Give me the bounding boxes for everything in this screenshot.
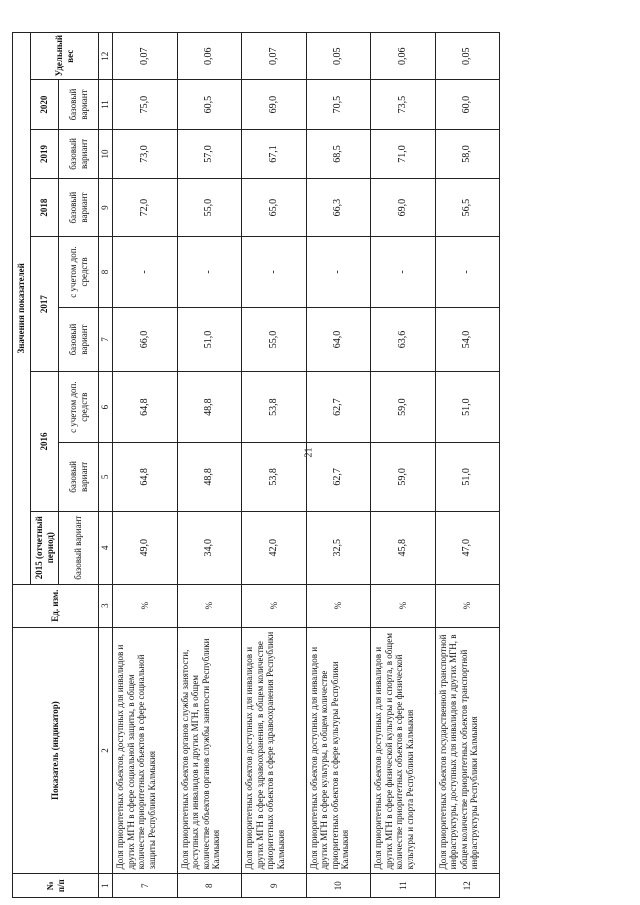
weight-value: 0,07	[242, 33, 307, 80]
value-2019: 73,0	[113, 129, 178, 178]
header-base: базовый вариант	[59, 179, 99, 237]
header-2015: 2015 (отчетный период)	[31, 511, 59, 584]
unit-cell: %	[435, 584, 500, 627]
row-number: 8	[177, 874, 242, 898]
value-2015: 45,8	[371, 511, 436, 584]
table-row	[435, 33, 500, 898]
rotated-table-container	[12, 32, 500, 898]
indicator-text: Доля приоритетных объектов, доступных для инвалидов и других МГН в сфере социальной защиты, в общем количестве приоритетных объектов в сфере социальной защиты Республики Калмыкия	[113, 627, 178, 874]
row-number: 10	[306, 874, 371, 898]
header-2020: 2020	[31, 80, 59, 129]
header-extra: с учетом доп. средств	[59, 237, 99, 308]
value-2019: 57,0	[177, 129, 242, 178]
value-2020: 60,0	[435, 80, 500, 129]
unit-cell: %	[177, 584, 242, 627]
value-2019: 58,0	[435, 129, 500, 178]
col-number: 4	[99, 511, 113, 584]
weight-value: 0,07	[113, 33, 178, 80]
value-2016-extra: 51,0	[435, 372, 500, 443]
value-2020: 75,0	[113, 80, 178, 129]
value-2020: 73,5	[371, 80, 436, 129]
value-2017-extra: -	[371, 237, 436, 308]
value-2017-extra: -	[242, 237, 307, 308]
value-2019: 71,0	[371, 129, 436, 178]
value-2019: 67,1	[242, 129, 307, 178]
value-2020: 70,5	[306, 80, 371, 129]
indicator-text: Доля приоритетных объектов государственной транспортной инфраструктуры, доступных для инвалидов и других МГН, в общем количестве приоритетных объектов транспортной инфраструктуры Республики Калмыкия	[435, 627, 500, 874]
value-2015: 47,0	[435, 511, 500, 584]
value-2016-base: 51,0	[435, 443, 500, 512]
col-number: 11	[99, 80, 113, 129]
value-2020: 60,5	[177, 80, 242, 129]
header-base: базовый вариант	[59, 307, 99, 371]
value-2016-base: 48,8	[177, 443, 242, 512]
value-2017-extra: -	[435, 237, 500, 308]
table-row	[113, 33, 178, 898]
column-number-row	[99, 33, 113, 898]
unit-cell: %	[371, 584, 436, 627]
indicator-text: Доля приоритетных объектов доступных для инвалидов и других МГН в сфере культуры, в общем количестве приоритетных объектов в сфере культуры Республики Калмыкия	[306, 627, 371, 874]
col-number: 8	[99, 237, 113, 308]
value-2016-extra: 64,8	[113, 372, 178, 443]
header-base: базовый вариант	[59, 80, 99, 129]
header-indicator: Показатель (индикатор)	[13, 627, 99, 874]
value-2016-extra: 53,8	[242, 372, 307, 443]
value-2017-extra: -	[177, 237, 242, 308]
header-values: Значения показателей	[13, 33, 31, 585]
value-2016-base: 59,0	[371, 443, 436, 512]
value-2017-base: 64,0	[306, 307, 371, 371]
unit-cell: %	[306, 584, 371, 627]
col-number: 6	[99, 372, 113, 443]
table-row	[177, 33, 242, 898]
value-2018: 69,0	[371, 179, 436, 237]
value-2017-extra: -	[113, 237, 178, 308]
value-2017-base: 66,0	[113, 307, 178, 371]
value-2018: 65,0	[242, 179, 307, 237]
row-number: 12	[435, 874, 500, 898]
value-2016-base: 62,7	[306, 443, 371, 512]
header-num: № п/п	[13, 874, 99, 898]
value-2017-base: 55,0	[242, 307, 307, 371]
value-2015: 42,0	[242, 511, 307, 584]
unit-cell: %	[242, 584, 307, 627]
value-2016-extra: 62,7	[306, 372, 371, 443]
col-number: 2	[99, 627, 113, 874]
value-2018: 55,0	[177, 179, 242, 237]
header-extra: с учетом доп. средств	[59, 372, 99, 443]
page-number: 21	[303, 447, 315, 458]
weight-value: 0,05	[435, 33, 500, 80]
col-number: 9	[99, 179, 113, 237]
indicator-text: Доля приоритетных объектов органов службы занятости, доступных для инвалидов и других МГН, в общем количестве объектов органов службы занятости Республики Калмыкия	[177, 627, 242, 874]
indicator-text: Доля приоритетных объектов доступных для инвалидов и других МГН в сфере здравоохранения, в общем количестве приоритетных объектов в сфере здравоохранения Республики Калмыкия	[242, 627, 307, 874]
header-base: базовый вариант	[59, 443, 99, 512]
table-row	[371, 33, 436, 898]
weight-value: 0,06	[371, 33, 436, 80]
col-number: 5	[99, 443, 113, 512]
value-2020: 69,0	[242, 80, 307, 129]
header-2018: 2018	[31, 179, 59, 237]
col-number: 7	[99, 307, 113, 371]
value-2016-base: 64,8	[113, 443, 178, 512]
header-weight: Удельный вес	[31, 33, 99, 80]
col-number: 1	[99, 874, 113, 898]
header-base: базовый вариант	[59, 511, 99, 584]
col-number: 12	[99, 33, 113, 80]
value-2017-base: 54,0	[435, 307, 500, 371]
table-row	[242, 33, 307, 898]
header-2017: 2017	[31, 237, 59, 372]
weight-value: 0,05	[306, 33, 371, 80]
value-2016-extra: 59,0	[371, 372, 436, 443]
value-2018: 66,3	[306, 179, 371, 237]
value-2017-base: 63,6	[371, 307, 436, 371]
value-2016-base: 53,8	[242, 443, 307, 512]
row-number: 9	[242, 874, 307, 898]
row-number: 7	[113, 874, 178, 898]
header-2016: 2016	[31, 372, 59, 511]
weight-value: 0,06	[177, 33, 242, 80]
value-2018: 72,0	[113, 179, 178, 237]
value-2018: 56,5	[435, 179, 500, 237]
table-row	[306, 33, 371, 898]
value-2019: 68,5	[306, 129, 371, 178]
value-2015: 49,0	[113, 511, 178, 584]
unit-cell: %	[113, 584, 178, 627]
row-number: 11	[371, 874, 436, 898]
value-2015: 34,0	[177, 511, 242, 584]
value-2017-base: 51,0	[177, 307, 242, 371]
header-base: базовый вариант	[59, 129, 99, 178]
col-number: 3	[99, 584, 113, 627]
indicator-text: Доля приоритетных объектов доступных для инвалидов и других МГН в сфере физической культуры и спорта, в общем количестве приоритетных объектов в сфере физической культуры и спорта Республики Калмыкия	[371, 627, 436, 874]
indicators-table	[12, 32, 500, 898]
header-unit: Ед. изм.	[13, 584, 99, 627]
value-2016-extra: 48,8	[177, 372, 242, 443]
header-2019: 2019	[31, 129, 59, 178]
value-2017-extra: -	[306, 237, 371, 308]
col-number: 10	[99, 129, 113, 178]
value-2015: 32,5	[306, 511, 371, 584]
